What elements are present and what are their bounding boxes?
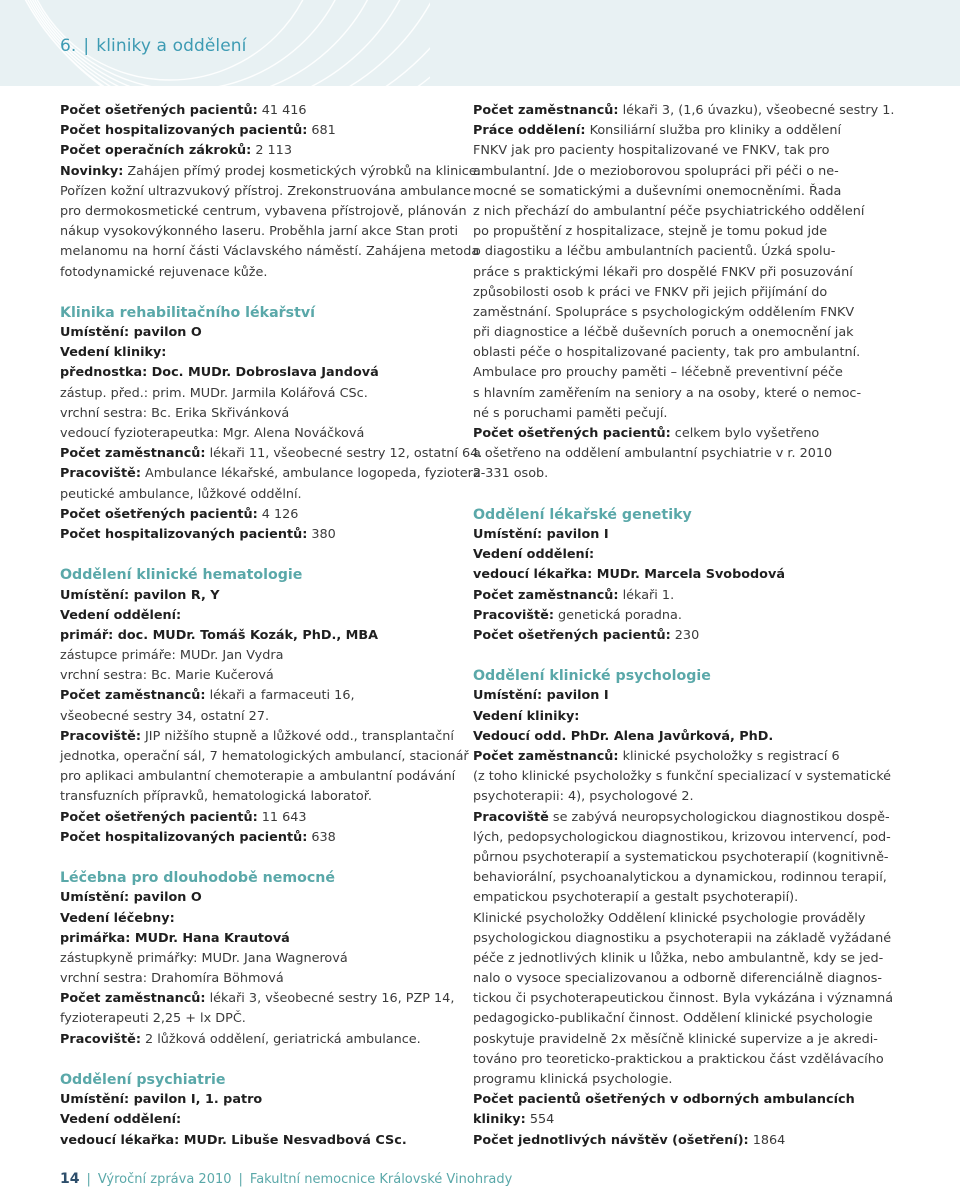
text-line [473,202,913,222]
text-run: psychoterapii: 4), psychologové 2. [473,789,694,805]
rehab-section [60,303,486,545]
text-line [473,1009,913,1029]
text-run: o diagostiku a léčbu ambulantních pacientů. Úzká spolu- [473,244,836,260]
text-line [60,888,478,908]
text-line [60,202,478,222]
text-line [473,949,913,969]
text-line [60,1030,478,1050]
section-name: kliniky a oddělení [96,36,247,56]
text-run: 2 lůžková oddělení, geriatrická ambulance. [140,1031,421,1047]
text-line [60,384,478,404]
text-line [60,505,478,525]
text-run: zástupce primáře: MUDr. Jan Vydra [60,648,284,664]
bold-label: Počet zaměstnanců: [60,688,206,704]
text-line [473,242,913,262]
text-line [473,888,913,908]
text-line [60,787,478,807]
bold-label: Pracoviště [473,809,549,825]
text-line [473,989,913,1009]
bold-label: Počet zaměstnanců: [473,749,619,764]
text-line [60,464,486,484]
section-heading: Oddělení klinické psychologie [473,668,711,685]
text-run: lékaři 3, všeobecné sestry 16, PZP 14, [205,991,455,1007]
text-run: pro dermokosmetické centrum, vybavena přístrojově, plánován [60,203,467,219]
text-run: 554 [525,1112,555,1128]
text-run: (z toho klinické psycholožky s funkční specializací v systematické [473,769,892,785]
text-line [60,767,478,787]
text-line [473,808,913,828]
text-line [60,1090,478,1110]
text-line [473,363,913,383]
bold-label: Vedení oddělení: [473,547,595,563]
text-line [60,808,478,828]
text-line [473,323,913,343]
text-run: tickou či psychoterapeutickou činnost. Byla vykázána i významná [473,991,894,1007]
text-line [473,828,913,848]
text-line [60,949,478,969]
text-line [473,1110,913,1130]
text-line [473,1131,913,1151]
text-run: 2 331 osob. [473,466,549,482]
text-run: ambulantní. Jde o mezioborovou spolupráci při péči o ne- [473,163,839,179]
text-run: pro aplikaci ambulantní chemoterapie a ambulantní podávání [60,769,456,785]
text-line [473,929,913,949]
text-run: 41 416 [257,103,307,118]
text-line [473,1090,913,1110]
text-run: melanomu na horní části Václavského náměstí. Zahájena metoda [60,244,480,260]
text-line [60,222,478,242]
footer-report: Výroční zpráva 2010 [97,1172,232,1187]
text-line [473,525,913,545]
text-line [473,767,913,787]
text-line [473,303,913,323]
text-run: peutické ambulance, lůžkové oddělní. [60,486,302,502]
section-heading: Klinika rehabilitačního lékařství [60,304,316,321]
footer-institution: Fakultní nemocnice Královské Vinohrady [249,1172,513,1187]
text-run: se zabývá neuropsychologickou diagnostikou dospě- [548,809,890,825]
text-run: lékaři 1. [618,587,675,603]
bold-label: Vedení oddělení: [60,1112,182,1128]
bold-label: Počet ošetřených pacientů: [473,426,671,441]
text-run: 230 [670,627,700,643]
bold-label: Počet zaměstnanců: [60,991,206,1007]
text-line [60,727,478,747]
right-column [473,101,913,1151]
longterm-care-section [60,868,478,1050]
text-line [473,384,913,404]
text-run: Ambulace pro prouchy paměti – léčebně preventivní péče [473,365,843,381]
bold-label: Počet ošetřených pacientů: [60,809,258,825]
bold-label: Práce oddělení: [473,123,586,139]
text-run: psychologickou diagnostiku a psychoterapii na základě vyžádané [473,930,892,946]
footer-separator: | [86,1172,91,1187]
page-header [0,0,960,86]
text-line [473,545,913,565]
text-line [473,707,913,727]
text-line [60,404,478,424]
text-line [473,464,913,484]
left-column [60,101,486,1151]
text-line [60,586,478,606]
text-line [473,848,913,868]
text-run: klinické psycholožky s registrací 6 [618,749,840,764]
bold-label: Vedení kliniky: [60,345,167,361]
text-line [473,1030,913,1050]
text-line [60,828,478,848]
page-number: 14 [60,1171,80,1187]
text-line [473,909,913,929]
text-line [60,162,481,182]
bold-label: Počet hospitalizovaných pacientů: [60,829,308,845]
text-run: 2 113 [251,143,292,159]
text-line [60,363,478,383]
psychology-section [473,666,913,1151]
section-heading: Léčebna pro dlouhodobě nemocné [60,870,336,887]
text-run: nalo o vysoce specializovanou a odborně diferenciálně diagnos- [473,971,883,987]
text-run: celkem bylo vyšetřeno [670,426,820,441]
bold-label: Počet zaměstnanců: [473,587,619,603]
bold-label: Počet operačních zákroků: [60,143,252,159]
page-footer [60,1171,512,1187]
text-line [60,626,478,646]
text-line [60,101,478,121]
text-line [473,626,913,646]
footer-separator: | [238,1172,243,1187]
psychiatry-section-continued [473,101,913,485]
text-run: zaměstnání. Spolupráce s psychologickým oddělením FNKV [473,304,855,320]
text-line [473,343,913,363]
text-line [473,868,913,888]
text-line [60,969,478,989]
text-line [473,787,913,807]
text-line [473,404,913,424]
text-line [60,686,478,706]
text-run: vrchní sestra: Bc. Marie Kučerová [60,668,274,684]
bold-label: Novinky: [60,163,124,179]
text-run: 638 [307,829,336,845]
text-run: lékaři a farmaceuti 16, [205,688,355,704]
bold-label: Počet hospitalizovaných pacientů: [60,123,308,139]
bold-label: primářka: MUDr. Hana Krautová [60,930,290,946]
bold-label: vedoucí lékařka: MUDr. Libuše Nesvadbová CSc. [60,1132,407,1148]
section-heading: Oddělení klinické hematologie [60,567,303,584]
text-line [473,1070,913,1090]
text-line [60,323,478,343]
text-run: 1864 [748,1132,786,1148]
text-run: péče z jednotlivých klinik u lůžka, nebo ambulantně, kdy se jed- [473,950,884,966]
text-line [473,263,913,283]
bold-label: Pracoviště: [60,1031,141,1047]
text-run: Ambulance lékařské, ambulance logopeda, fyziotera- [140,466,486,482]
bold-label: přednostka: Doc. MUDr. Dobroslava Jandová [60,365,379,381]
bold-label: Pracoviště: [60,728,141,744]
text-run: lékaři 3, (1,6 úvazku), všeobecné sestry 1. [618,103,895,118]
text-run: fyzioterapeuti 2,25 + lx DPČ. [60,1011,246,1027]
text-line [60,666,478,686]
text-line [60,444,483,464]
text-line [473,747,913,767]
text-line [60,343,478,363]
text-run: vrchní sestra: Drahomíra Böhmová [60,971,284,987]
bold-label: primář: doc. MUDr. Tomáš Kozák, PhD., MBA [60,627,379,643]
title-separator: | [83,36,90,56]
text-run: Pořízen kožní ultrazvukový přístroj. Zrekonstruována ambulance [60,183,472,199]
text-run: 380 [307,526,336,542]
text-line [473,606,913,626]
text-line [60,747,478,767]
bold-label: Umístění: pavilon O [60,325,202,341]
section-title [60,36,247,56]
bold-label: vedoucí lékařka: MUDr. Marcela Svobodová [473,567,785,583]
bold-label: Počet zaměstnanců: [473,103,619,118]
bold-label: Počet hospitalizovaných pacientů: [60,526,308,542]
text-line [60,121,478,141]
text-run: pedagogicko-publikační činnost. Oddělení klinické psychologie [473,1011,873,1027]
text-run: zástupkyně primářky: MUDr. Jana Wagnerová [60,950,348,966]
bold-label: Umístění: pavilon O [60,890,202,906]
text-run: JIP nižšího stupně a lůžkové odd., transplantační [140,728,454,744]
text-line [473,141,913,161]
bold-label: Umístění: pavilon R, Y [60,587,220,603]
text-line [60,1131,478,1151]
text-run: poskytuje pravidelně 2x měsíčně klinické supervize a je akredi- [473,1031,878,1047]
dermatology-section-tail [60,101,481,283]
text-line [60,242,478,262]
text-line [473,1050,913,1070]
text-line [60,707,478,727]
text-run: 4 126 [257,506,299,522]
text-run: všeobecné sestry 34, ostatní 27. [60,708,270,724]
text-run: s hlavním zaměřením na seniory a na osoby, které o nemoc- [473,385,862,401]
text-line [473,283,913,303]
bold-label: Počet pacientů ošetřených v odborných ambulancích [473,1092,855,1108]
text-line [473,444,913,464]
text-line [473,182,913,202]
text-run: továno pro teoreticko-praktickou a praktickou část vzdělávacího [473,1051,884,1067]
text-line [60,1009,478,1029]
bold-label: Počet ošetřených pacientů: [473,627,671,643]
text-line [60,646,478,666]
genetics-section [473,505,913,646]
hematology-section [60,565,478,848]
text-run: lékaři 11, všeobecné sestry 12, ostatní 64. [205,446,483,462]
bold-label: kliniky: [473,1112,526,1128]
text-line [473,101,913,121]
text-run: oblasti péče o hospitalizované pacienty, tak pro ambulantní. [473,345,861,361]
text-line [60,1110,478,1130]
text-run: nákup vysokovýkonného laseru. Proběhla jarní akce Stan proti [60,224,459,240]
text-run: způsobilosti osob k práci ve FNKV při jejich přijímání do [473,284,828,300]
text-run: programu klinická psychologie. [473,1072,673,1087]
bold-label: Pracoviště: [60,466,141,482]
text-run: Konsiliární služba pro kliniky a oddělení [585,123,842,139]
section-heading: Oddělení lékařské genetiky [473,506,692,523]
text-line [473,727,913,747]
psychiatry-section [60,1070,478,1151]
text-line [473,969,913,989]
text-line [60,909,478,929]
bold-label: Umístění: pavilon I, 1. patro [60,1092,263,1108]
text-run: transfuzních přípravků, hematologická laboratoř. [60,789,372,805]
text-line [473,121,913,141]
text-line [60,263,478,283]
text-line [60,485,478,505]
bold-label: Pracoviště: [473,607,554,623]
text-run: půrnou psychoterapií a systematickou psychoterapií (kognitivně- [473,849,889,865]
text-run: empatickou psychoterapií a gestalt psychoterapií). [473,890,799,906]
bold-label: Počet zaměstnanců: [60,446,206,462]
text-run: vedoucí fyzioterapeutka: Mgr. Alena Nováčková [60,426,365,441]
text-line [473,222,913,242]
text-line [60,606,478,626]
text-line [473,162,913,182]
bold-label: Umístění: pavilon I [473,526,609,542]
text-run: práce s praktickými lékaři pro dospělé FNKV při posuzování [473,264,853,280]
text-run: z nich přechází do ambulantní péče psychiatrického oddělení [473,203,865,219]
text-run: 681 [307,123,336,139]
text-line [60,141,478,161]
text-line [60,525,478,545]
text-run: fotodynamické rejuvenace kůže. [60,264,268,280]
text-run: né s poruchami paměti pečují. [473,405,668,421]
text-run: FNKV jak pro pacienty hospitalizované ve FNKV, tak pro [473,143,830,159]
bold-label: Počet jednotlivých návštěv (ošetření): [473,1132,749,1148]
text-run: Zahájen přímý prodej kosmetických výrobků na klinice. [123,163,481,179]
text-run: při diagnostice a léčbě duševních poruch a onemocnění jak [473,325,854,341]
text-run: Klinické psycholožky Oddělení klinické psychologie prováděly [473,910,866,926]
text-line [473,565,913,585]
text-run: behaviorální, psychoanalytickou a dynamickou, rodinnou terapií, [473,870,887,886]
text-run: lých, pedopsychologickou diagnostikou, krizovou intervencí, pod- [473,829,891,845]
text-run: zástup. před.: prim. MUDr. Jarmila Kolářová CSc. [60,385,368,401]
text-line [60,929,478,949]
section-number: 6. [60,36,77,56]
bold-label: Vedení kliniky: [473,708,580,724]
text-run: a ošetřeno na oddělení ambulantní psychiatrie v r. 2010 [473,446,833,462]
text-line [60,989,478,1009]
text-run: 11 643 [257,809,307,825]
bold-label: Vedoucí odd. PhDr. Alena Javůrková, PhD. [473,728,774,744]
text-line [473,424,913,444]
text-run: vrchní sestra: Bc. Erika Skřivánková [60,405,290,421]
bold-label: Počet ošetřených pacientů: [60,103,258,118]
bold-label: Vedení léčebny: [60,910,175,926]
text-run: po propuštění z hospitalizace, stejně je tomu pokud jde [473,224,828,240]
text-line [60,424,478,444]
bold-label: Vedení oddělení: [60,607,182,623]
section-heading: Oddělení psychiatrie [60,1072,226,1088]
text-run: jednotka, operační sál, 7 hematologických ambulancí, stacionář [60,749,469,764]
bold-label: Počet ošetřených pacientů: [60,506,258,522]
text-line [473,686,913,706]
bold-label: Umístění: pavilon I [473,688,609,704]
text-run: mocné se somatickými a duševními onemocněními. Řada [473,183,842,199]
text-run: genetická poradna. [553,607,682,623]
text-line [473,586,913,606]
text-line [60,182,478,202]
